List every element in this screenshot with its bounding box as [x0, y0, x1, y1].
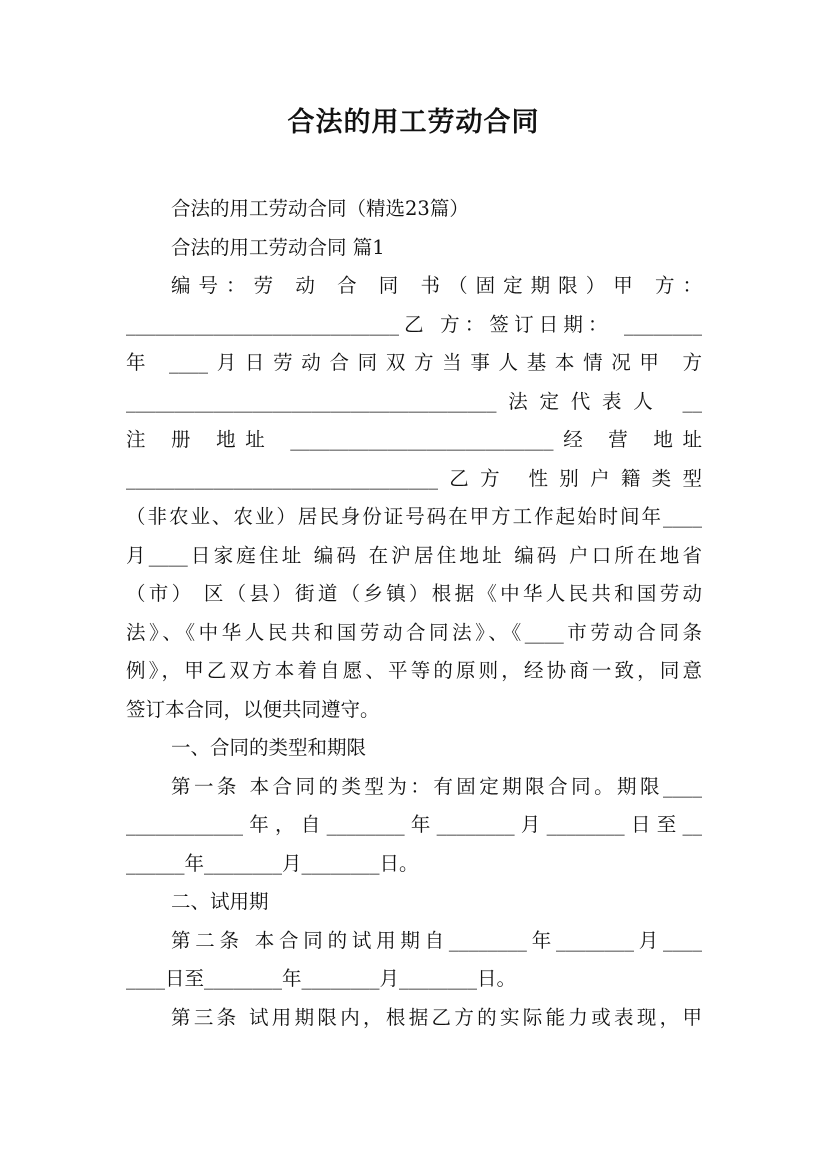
text-line: ____日至________年________月________日。	[126, 967, 517, 990]
text-line: 年 ____月日劳动合同双方当事人基本情况甲 方	[126, 351, 702, 374]
section-heading: 一、合同的类型和期限	[171, 736, 367, 759]
text-line: 合法的用工劳动合同 篇1	[171, 235, 385, 259]
text-line: ______年________月________日。	[126, 851, 419, 875]
document-title: 合法的用工劳动合同	[287, 107, 540, 138]
text-line: 第二条 本合同的试用期自________年________月____	[171, 928, 702, 952]
text-line: 例》，甲乙双方本着自愿、平等的原则，经协商一致，同意	[126, 659, 702, 682]
document-body	[126, 190, 702, 1037]
text-line: （市） 区（县）街道（乡镇）根据《中华人民共和国劳动	[126, 582, 702, 605]
text-line: 法》、《中华人民共和国劳动合同法》、《____市劳动合同条	[126, 620, 702, 644]
text-line: ____________年，自________年________月________日至__	[126, 813, 702, 836]
text-line: 编号：劳 动 合 同 书（固定期限）甲 方：	[171, 274, 702, 297]
section-heading: 二、试用期	[171, 890, 269, 913]
text-line: 第三条 试用期限内，根据乙方的实际能力或表现，甲	[171, 1005, 702, 1029]
text-line: ________________________________乙方 性别户籍类型	[126, 466, 702, 490]
text-line: 第一条 本合同的类型为：有固定期限合同。期限____	[171, 774, 702, 798]
text-line: ______________________________________法定代表人 __	[126, 389, 702, 413]
text-line: 注 册 地址 ___________________________经 营 地址	[126, 428, 702, 451]
text-line: 签订本合同，以便共同遵守。	[126, 697, 380, 721]
text-line: 合法的用工劳动合同（精选23篇）	[171, 197, 469, 220]
text-line: 月____日家庭住址 编码 在沪居住地址 编码 户口所在地省	[126, 543, 702, 567]
text-line: （非农业、农业）居民身份证号码在甲方工作起始时间年____	[126, 505, 702, 528]
text-line: ____________________________乙 方：签订日期： ________	[126, 312, 702, 336]
